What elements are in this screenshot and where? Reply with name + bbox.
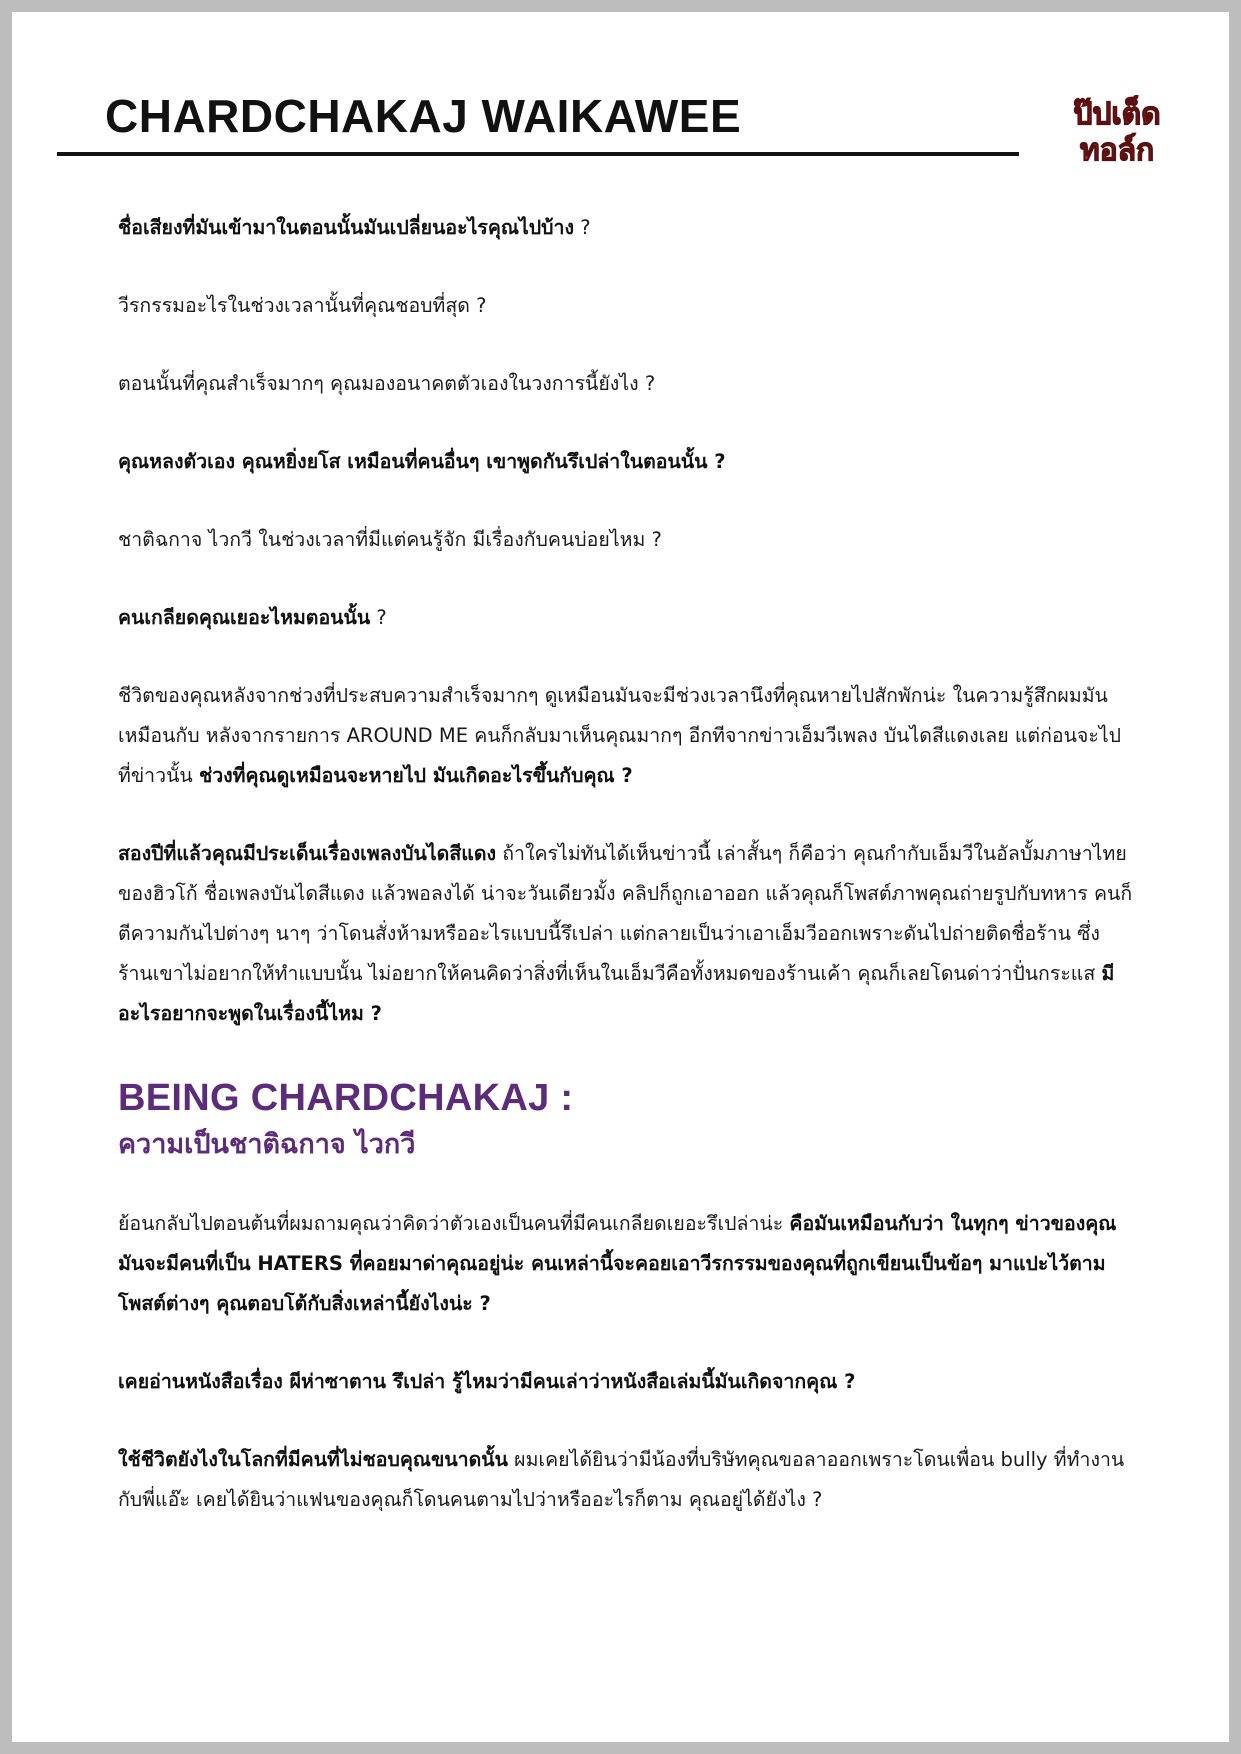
question-6-bold: คนเกลียดคุณเยอะไหมตอนนั้น [118,606,371,629]
question-4-bold: คุณหลงตัวเอง คุณหยิ่งยโส เหมือนที่คนอื่นๆ เขาพูดกันรึเปล่าในตอนนั้น ? [118,450,726,473]
title-divider [57,152,1019,156]
question-8-bold-end: มีอะไรอยากจะพูดในเรื่องนี้ไหม ? [118,962,1115,1025]
question-5 [118,520,1133,560]
interview-questions [118,208,1133,1520]
question-8-bold: สองปีที่แล้วคุณมีประเด็นเรื่องเพลงบันไดสีแดง [118,842,497,865]
logo-line-2: ทอล์ก [1079,133,1155,168]
question-9-bold: คือมันเหมือนกับว่า ในทุกๆ ข่าวของคุณ มันจะมีคนที่เป็น HATERS ที่คอยมาด่าคุณอยู่น่ะ คนเหล่านี้จะคอยเอาวีรกรรมของคุณที่ถูกเขียนเป็นข้อๆ มาแปะไว้ตามโพสต์ต่างๆ คุณตอบโต้กับสิ่งเหล่านี้ยังไงน่ะ ? [118,1212,1117,1315]
question-6 [118,598,1133,638]
pop-talk-logo [1062,90,1172,170]
question-1 [118,208,1133,248]
question-10 [118,1362,1133,1402]
section-subtitle: ความเป็นชาติฉกาจ ไวกวี [118,1129,416,1160]
question-8 [118,834,1133,1034]
question-11-bold: ใช้ชีวิตยังไงในโลกที่มีคนที่ไม่ชอบคุณขนาดนั้น [118,1448,508,1471]
question-7-bold: ช่วงที่คุณดูเหมือนจะหายไป มันเกิดอะไรขึ้นกับคุณ ? [198,764,633,787]
section-title: BEING CHARDCHAKAJ : [118,1077,574,1119]
question-3-text: ตอนนั้นที่คุณสำเร็จมากๆ คุณมองอนาคตตัวเองในวงการนี้ยังไง ? [118,372,656,395]
question-7 [118,676,1133,796]
question-1-text: ? [574,216,591,239]
question-9 [118,1204,1133,1324]
document-page [12,12,1229,1742]
question-6-text: ? [370,606,387,629]
question-5-text: ชาติฉกาจ ไวกวี ในช่วงเวลาที่มีแต่คนรู้จัก มีเรื่องกับคนบ่อยไหม ? [118,528,662,551]
question-10-bold: เคยอ่านหนังสือเรื่อง ผีห่าซาตาน รึเปล่า รู้ไหมว่ามีคนเล่าว่าหนังสือเล่มนี้มันเกิดจากคุณ ? [118,1370,856,1393]
question-3 [118,364,1133,404]
logo-line-1: ป๊ปเต็ด [1073,97,1161,132]
question-2 [118,286,1133,326]
page-title: CHARDCHAKAJ WAIKAWEE [105,90,742,142]
question-11 [118,1440,1133,1520]
question-8-text: ถ้าใครไม่ทันได้เห็นข่าวนี้ เล่าสั้นๆ ก็คือว่า คุณกำกับเอ็มวีในอัลบั้มภาษาไทยของฮิวโก้ ชื่อเพลงบันไดสีแดง แล้วพอลงได้ น่าจะวันเดียวมั้ง คลิปก็ถูกเอาออก แล้วคุณก็โพสต์ภาพคุณถ่ายรูปกับทหาร คนก็ตีความกันไปต่างๆ นาๆ ว่าโดนสั่งห้ามหรืออะไรแบบนี้รึเปล่า แต่กลายเป็นว่าเอาเอ็มวีออกเพราะดันไปถ่ายติดชื่อร้าน ซึ่งร้านเขาไม่อยากให้ทำแบบนั้น ไม่อยากให้คนคิดว่าสิ่งที่เห็นในเอ็มวีคือทั้งหมดของร้านเค้า คุณก็เลยโดนด่าว่าปั่นกระแส [118,842,1133,985]
question-1-bold: ชื่อเสียงที่มันเข้ามาในตอนนั้นมันเปลี่ยนอะไรคุณไปบ้าง [118,216,575,239]
question-4 [118,442,1133,482]
question-11-text: ผมเคยได้ยินว่ามีน้องที่บริษัทคุณขอลาออกเพราะโดนเพื่อน bully ที่ทำงานกับพี่แอ๊ะ เคยได้ยินว่าแฟนของคุณก็โดนคนตามไปว่าหรืออะไรก็ตาม คุณอยู่ได้ยังไง ? [118,1448,1125,1511]
question-2-text: วีรกรรมอะไรในช่วงเวลานั้นที่คุณชอบที่สุด ? [118,294,487,317]
question-7-text: ชีวิตของคุณหลังจากช่วงที่ประสบความสำเร็จมากๆ ดูเหมือนมันจะมีช่วงเวลานึงที่คุณหายไปสักพักน่ะ ในความรู้สึกผมมันเหมือนกับ หลังจากรายการ AROUND ME คนก็กลับมาเห็นคุณมากๆ อีกทีจากข่าวเอ็มวีเพลง บันไดสีแดงเลย แต่ก่อนจะไปที่ข่าวนั้น [118,684,1122,787]
question-9-text: ย้อนกลับไปตอนต้นที่ผมถามคุณว่าคิดว่าตัวเองเป็นคนที่มีคนเกลียดเยอะรึเปล่าน่ะ [118,1212,790,1235]
